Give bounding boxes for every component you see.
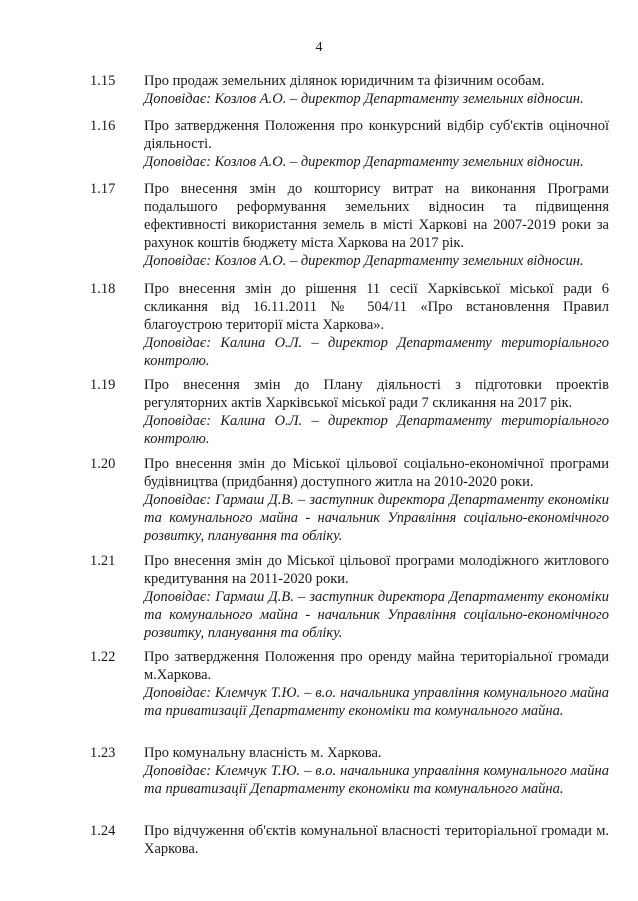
item-title: Про комунальну власність м. Харкова. <box>144 745 382 761</box>
item-title: Про продаж земельних ділянок юридичним та фізичним особам. <box>144 73 545 89</box>
speaker-label: Доповідає: <box>144 253 212 269</box>
speaker-text: Калина О.Л. – директор Департаменту територіального контролю. <box>144 413 609 447</box>
item-speaker <box>144 153 609 171</box>
speaker-text: Гармаш Д.В. – заступник директора Департаменту економіки та комунального майна - начальник Управління соціально-економічного розвитку, планування та обліку. <box>144 492 609 544</box>
item-speaker <box>144 252 609 270</box>
item-title: Про внесення змін до кошторису витрат на виконання Програми подальшого реформування земельних відносин та підвищення ефективності використання земель в місті Харкові на 2007-2019 роки за рахунок коштів бюджету міста Харкова на 2017 рік. <box>144 181 609 251</box>
speaker-label: Доповідає: <box>144 763 212 779</box>
item-number: 1.23 <box>90 745 116 761</box>
item-title: Про внесення змін до Міської цільової соціально-економічної програми будівництва (придбання) доступного житла на 2010-2020 роки. <box>144 456 609 490</box>
item-body <box>144 648 609 720</box>
item-body <box>144 280 609 370</box>
speaker-label: Доповідає: <box>144 685 212 701</box>
item-body <box>144 117 609 171</box>
speaker-text: Гармаш Д.В. – заступник директора Департаменту економіки та комунального майна - начальник Управління соціально-економічного розвитку, планування та обліку. <box>144 589 609 641</box>
speaker-label: Доповідає: <box>144 335 212 351</box>
item-number: 1.24 <box>90 823 116 839</box>
speaker-text: Клемчук Т.Ю. – в.о. начальника управління комунального майна та приватизації Департаменту економіки та комунального майна. <box>144 685 609 719</box>
item-body <box>144 552 609 642</box>
speaker-text: Козлов А.О. – директор Департаменту земельних відносин. <box>214 91 584 107</box>
speaker-label: Доповідає: <box>144 492 212 508</box>
item-number: 1.17 <box>90 181 116 197</box>
item-body <box>144 376 609 448</box>
page-number: 4 <box>315 40 323 55</box>
item-speaker <box>144 334 609 370</box>
item-title: Про відчуження об'єктів комунальної власності територіальної громади м. Харкова. <box>144 823 609 857</box>
item-speaker <box>144 762 609 798</box>
item-number: 1.20 <box>90 456 116 472</box>
speaker-label: Доповідає: <box>144 589 212 605</box>
item-speaker <box>144 491 609 545</box>
item-number: 1.16 <box>90 118 116 134</box>
item-speaker <box>144 684 609 720</box>
speaker-label: Доповідає: <box>144 91 212 107</box>
item-title: Про внесення змін до Міської цільової програми молодіжного житлового кредитування на 2011-2020 роки. <box>144 553 609 587</box>
item-number: 1.15 <box>90 73 116 89</box>
item-body <box>144 72 609 108</box>
item-body <box>144 744 609 798</box>
item-number: 1.18 <box>90 281 116 297</box>
item-speaker <box>144 90 609 108</box>
item-body <box>144 180 609 270</box>
speaker-label: Доповідає: <box>144 413 212 429</box>
item-speaker <box>144 412 609 448</box>
speaker-text: Клемчук Т.Ю. – в.о. начальника управління комунального майна та приватизації Департаменту економіки та комунального майна. <box>144 763 609 797</box>
item-body <box>144 455 609 545</box>
item-title: Про внесення змін до Плану діяльності з підготовки проектів регуляторних актів Харківської міської ради 7 скликання на 2017 рік. <box>144 377 609 411</box>
item-number: 1.22 <box>90 649 116 665</box>
item-title: Про затвердження Положення про конкурсний відбір суб'єктів оціночної діяльності. <box>144 118 609 152</box>
speaker-text: Калина О.Л. – директор Департаменту територіального контролю. <box>144 335 609 369</box>
item-speaker <box>144 588 609 642</box>
item-body <box>144 822 609 858</box>
item-number: 1.19 <box>90 377 116 393</box>
item-title: Про внесення змін до рішення 11 сесії Харківської міської ради 6 скликання від 16.11.2011 № 504/11 «Про встановлення Правил благоустрою території міста Харкова». <box>144 281 609 333</box>
speaker-text: Козлов А.О. – директор Департаменту земельних відносин. <box>214 154 584 170</box>
speaker-text: Козлов А.О. – директор Департаменту земельних відносин. <box>214 253 584 269</box>
item-number: 1.21 <box>90 553 116 569</box>
speaker-label: Доповідає: <box>144 154 212 170</box>
item-title: Про затвердження Положення про оренду майна територіальної громади м.Харкова. <box>144 649 609 683</box>
